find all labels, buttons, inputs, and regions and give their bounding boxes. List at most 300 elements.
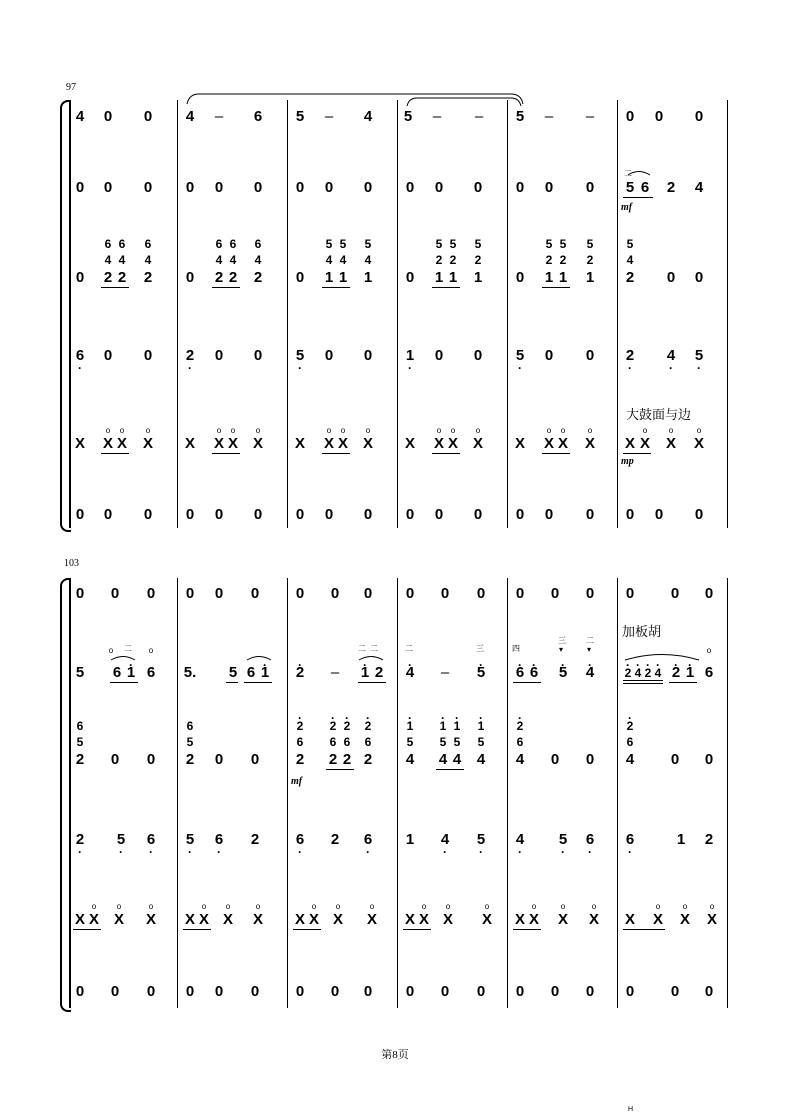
open-mark: o <box>484 902 490 911</box>
note: . 4 <box>651 665 665 681</box>
staff-row-4 <box>0 348 790 368</box>
note: 5 <box>515 108 525 125</box>
note: . 2 <box>669 665 683 681</box>
note: 0 <box>363 585 373 602</box>
x-note: X <box>337 435 348 452</box>
note: 0 <box>544 347 554 364</box>
chord-note: 4 <box>339 253 347 267</box>
note: 0 <box>214 179 224 196</box>
note: 0 <box>110 585 120 602</box>
x-note: X <box>102 435 113 452</box>
note: 1 . <box>403 348 417 364</box>
note: 4 . <box>513 832 527 848</box>
note: 0 <box>75 269 85 286</box>
open-mark: o <box>560 426 566 435</box>
x-note: X <box>74 911 85 928</box>
note: 0 <box>324 347 334 364</box>
note: 0 <box>295 585 305 602</box>
note: 0 <box>625 506 635 523</box>
underline <box>293 929 321 930</box>
note: 0 <box>214 347 224 364</box>
note: 0 <box>585 347 595 364</box>
staff-row-5 <box>0 902 790 932</box>
chord-note: 4 <box>229 253 237 267</box>
note: 0 <box>476 585 486 602</box>
annotation-drum: 大鼓面与边 <box>626 408 692 423</box>
note: 4 <box>75 108 85 125</box>
chord-note: 6 <box>343 735 351 749</box>
note: 0 <box>405 585 415 602</box>
note: . 5 <box>556 665 570 681</box>
dash: – <box>440 664 450 681</box>
chord-note: 6 <box>186 719 194 733</box>
note: 0 <box>473 347 483 364</box>
x-note: X <box>584 435 595 452</box>
underline <box>244 682 272 683</box>
open-mark: o <box>335 902 341 911</box>
note: . 1 <box>258 665 272 681</box>
open-mark: o <box>706 646 712 655</box>
chord-note: 5 <box>339 237 347 251</box>
note: 0 <box>250 983 260 1000</box>
open-mark: o <box>145 426 151 435</box>
x-note: X <box>624 911 635 928</box>
note: 0 <box>250 751 260 768</box>
note: 0 <box>440 585 450 602</box>
note: 5 . <box>183 832 197 848</box>
note: 0 <box>185 506 195 523</box>
underline <box>623 680 663 681</box>
note: 5 <box>295 108 305 125</box>
open-mark: o <box>255 426 261 435</box>
underline <box>623 929 665 930</box>
page-number: 第8页 <box>381 1049 409 1061</box>
note: . 6 <box>527 665 541 681</box>
note: 2 <box>330 831 340 848</box>
x-note: X <box>706 911 717 928</box>
note: 6 . <box>623 832 637 848</box>
note: 4 . <box>438 832 452 848</box>
note: 2 . <box>73 832 87 848</box>
underline <box>403 929 431 930</box>
barline <box>507 578 508 1008</box>
note: 4 . <box>664 348 678 364</box>
x-note: X <box>472 435 483 452</box>
x-note: X <box>142 435 153 452</box>
chord-note: 5 <box>545 237 553 251</box>
underline <box>358 682 386 683</box>
x-note: X <box>213 435 224 452</box>
note: 4 <box>452 751 462 768</box>
staff-row-4 <box>0 832 790 852</box>
open-mark: o <box>230 426 236 435</box>
note: 0 <box>515 585 525 602</box>
note: 0 <box>295 983 305 1000</box>
underline <box>110 682 138 683</box>
note: 0 <box>214 983 224 1000</box>
accent-mark: ▾ <box>559 645 564 654</box>
x-note: X <box>113 911 124 928</box>
dash: – <box>585 108 595 125</box>
chord-note: 5 <box>474 237 482 251</box>
x-note: X <box>74 435 85 452</box>
note: 0 <box>324 506 334 523</box>
note: 2 <box>214 269 224 286</box>
note: 0 <box>434 179 444 196</box>
x-note: X <box>362 435 373 452</box>
barline <box>727 578 728 1008</box>
chord-note: . 1 <box>450 718 464 734</box>
x-note: X <box>198 911 209 928</box>
open-mark: o <box>696 426 702 435</box>
chord-note: 4 <box>364 253 372 267</box>
note: 0 <box>185 983 195 1000</box>
staff-row-1 <box>0 586 790 606</box>
note: 0 <box>185 269 195 286</box>
open-mark: o <box>445 902 451 911</box>
x-note: X <box>404 435 415 452</box>
accent-mark: ▾ <box>587 645 592 654</box>
open-mark: o <box>201 902 207 911</box>
x-note: X <box>481 911 492 928</box>
note: 0 <box>694 269 704 286</box>
bowing-mark: 三 <box>558 636 566 645</box>
note: 0 <box>143 506 153 523</box>
dynamic-mark: mp <box>621 456 634 467</box>
note: 1 <box>338 269 348 286</box>
note: 0 <box>295 506 305 523</box>
x-note: X <box>543 435 554 452</box>
open-mark: o <box>436 426 442 435</box>
note: 0 <box>295 179 305 196</box>
note: 5 . <box>114 832 128 848</box>
bowing-mark: 二 <box>124 644 132 653</box>
note: 0 <box>476 983 486 1000</box>
x-note: X <box>88 911 99 928</box>
barline <box>177 578 178 1008</box>
chord-note: 4 <box>215 253 223 267</box>
chord-note: 2 <box>449 253 457 267</box>
note: 2 <box>342 751 352 768</box>
note: 0 <box>253 347 263 364</box>
note: 2 <box>666 179 676 196</box>
chord-note: . 2 <box>340 718 354 734</box>
note: 6 <box>146 664 156 681</box>
chord-note: 6 <box>104 237 112 251</box>
x-note: X <box>145 911 156 928</box>
open-mark: o <box>591 902 597 911</box>
x-note: X <box>447 435 458 452</box>
open-mark: o <box>421 902 427 911</box>
note: 1 <box>473 269 483 286</box>
note: 2 <box>253 269 263 286</box>
note: 5 <box>75 664 85 681</box>
dash: – <box>544 108 554 125</box>
note: 6 . <box>583 832 597 848</box>
note: 0 <box>405 269 415 286</box>
note: 4 <box>476 751 486 768</box>
x-note: X <box>557 911 568 928</box>
note: 5. <box>183 664 197 681</box>
note: 0 <box>625 585 635 602</box>
note: 6 . <box>212 832 226 848</box>
phrase-slur <box>405 96 523 108</box>
x-note: X <box>323 435 334 452</box>
note: 4 <box>625 751 635 768</box>
note: 4 <box>363 108 373 125</box>
open-mark: o <box>216 426 222 435</box>
note: 0 <box>103 506 113 523</box>
open-mark: o <box>709 902 715 911</box>
note: 6 <box>704 664 714 681</box>
chord-note: 5 <box>439 735 447 749</box>
staff-row-5 <box>0 408 790 467</box>
open-mark: o <box>119 426 125 435</box>
underline <box>436 769 464 770</box>
note: 0 <box>214 585 224 602</box>
note: 0 <box>143 179 153 196</box>
chord-note: 2 <box>559 253 567 267</box>
barline <box>397 578 398 1008</box>
x-note: X <box>528 911 539 928</box>
bowing-mark: 二 <box>405 644 413 653</box>
note: 0 <box>103 347 113 364</box>
note: 1 <box>585 269 595 286</box>
underline <box>542 453 570 454</box>
note: 0 <box>670 585 680 602</box>
note: 0 <box>103 179 113 196</box>
chord-note: 5 <box>477 735 485 749</box>
open-mark: o <box>326 426 332 435</box>
note: . 4 <box>631 665 645 681</box>
note: 0 <box>103 108 113 125</box>
note: 0 <box>670 751 680 768</box>
underline <box>513 682 541 683</box>
note: 0 <box>585 983 595 1000</box>
note: 0 <box>550 751 560 768</box>
note: 5 . <box>556 832 570 848</box>
note: 0 <box>405 983 415 1000</box>
staff-row-3 <box>0 237 790 290</box>
barline <box>287 578 288 1008</box>
note: 0 <box>585 585 595 602</box>
open-mark: o <box>531 902 537 911</box>
note: 2 <box>374 664 384 681</box>
note: 0 <box>694 506 704 523</box>
chord-note: 6 <box>626 735 634 749</box>
chord-note: . 1 <box>436 718 450 734</box>
chord-note: 6 <box>364 735 372 749</box>
note: . 6 <box>513 665 527 681</box>
underline <box>542 287 570 288</box>
underline <box>432 287 460 288</box>
note: 0 <box>75 179 85 196</box>
note: 0 <box>440 983 450 1000</box>
note: 2 <box>704 831 714 848</box>
x-note: X <box>184 435 195 452</box>
note: 0 <box>515 179 525 196</box>
open-mark: o <box>225 902 231 911</box>
note: 6 <box>253 108 263 125</box>
open-mark: o <box>148 646 154 655</box>
chord-note: 5 <box>586 237 594 251</box>
chord-note: 6 <box>329 735 337 749</box>
note: 0 <box>704 751 714 768</box>
note: 5 <box>403 108 413 125</box>
chord-note: 5 <box>76 735 84 749</box>
open-mark: o <box>642 426 648 435</box>
note: 0 <box>405 506 415 523</box>
measure-number: 97 <box>66 82 76 93</box>
note: 0 <box>110 751 120 768</box>
bowing-mark: 四 <box>512 644 520 653</box>
note: 1 <box>405 831 415 848</box>
note: 0 <box>515 506 525 523</box>
x-note: X <box>665 435 676 452</box>
x-note: X <box>639 435 650 452</box>
note: 0 <box>363 506 373 523</box>
barline <box>617 578 618 1008</box>
note: 4 <box>438 751 448 768</box>
x-note: X <box>588 911 599 928</box>
note: 0 <box>363 179 373 196</box>
note: 5 . <box>692 348 706 364</box>
dash: – <box>432 108 442 125</box>
underline <box>212 453 240 454</box>
open-mark: o <box>668 426 674 435</box>
note: 0 <box>544 506 554 523</box>
staff-row-2 <box>0 625 790 685</box>
note: 0 <box>434 347 444 364</box>
open-mark: o <box>148 902 154 911</box>
barline <box>617 100 618 528</box>
note: 0 <box>185 585 195 602</box>
chord-note: 5 <box>449 237 457 251</box>
note: 0 <box>550 585 560 602</box>
note: 2 <box>103 269 113 286</box>
note: 6 <box>112 664 122 681</box>
note: 0 <box>110 983 120 1000</box>
chord-note: 6 <box>254 237 262 251</box>
slur <box>358 655 384 661</box>
note: 0 <box>625 983 635 1000</box>
note: . 5 <box>474 665 488 681</box>
note: 5 <box>228 664 238 681</box>
note: 2 . <box>183 348 197 364</box>
underline <box>623 197 653 198</box>
slur <box>627 170 651 176</box>
annotation-jiabanhu: 加板胡 <box>622 625 662 640</box>
note: 2 <box>250 831 260 848</box>
note: 0 <box>666 269 676 286</box>
x-note: X <box>294 435 305 452</box>
note: 0 <box>704 983 714 1000</box>
underline <box>226 682 238 683</box>
bowing-mark: 二 <box>370 644 378 653</box>
bowing-mark: 二 <box>624 169 632 178</box>
chord-note: 5 <box>186 735 194 749</box>
dynamic-mark: mf <box>291 776 303 787</box>
chord-note: 6 <box>296 735 304 749</box>
x-note: X <box>294 911 305 928</box>
underline <box>101 287 129 288</box>
chord-note: 4 <box>144 253 152 267</box>
chord-note: . 1 <box>403 718 417 734</box>
note: 0 <box>625 108 635 125</box>
chord-note: 6 <box>144 237 152 251</box>
x-note: X <box>227 435 238 452</box>
note: . 4 <box>583 665 597 681</box>
chord-note: 4 <box>626 253 634 267</box>
x-note: X <box>442 911 453 928</box>
note: 1 <box>558 269 568 286</box>
chord-note: 5 <box>435 237 443 251</box>
note: . 1 <box>358 665 372 681</box>
note: 1 <box>448 269 458 286</box>
note: 6 . <box>361 832 375 848</box>
note: 1 <box>324 269 334 286</box>
open-mark: o <box>91 902 97 911</box>
note: 0 <box>544 179 554 196</box>
underline <box>513 929 541 930</box>
x-note: X <box>514 435 525 452</box>
x-note: X <box>308 911 319 928</box>
staff-row-6 <box>0 984 790 1004</box>
chord-note: . 1 <box>474 718 488 734</box>
barline <box>397 100 398 528</box>
note: 0 <box>515 983 525 1000</box>
barline <box>727 100 728 528</box>
note: 6 . <box>144 832 158 848</box>
chord-note: 2 <box>586 253 594 267</box>
open-mark: o <box>105 426 111 435</box>
note: 4 <box>515 751 525 768</box>
dash: – <box>474 108 484 125</box>
slur <box>246 655 272 661</box>
dash: – <box>324 108 334 125</box>
note: 0 <box>405 179 415 196</box>
x-note: X <box>116 435 127 452</box>
underline <box>322 453 350 454</box>
note: 2 <box>328 751 338 768</box>
x-note: X <box>418 911 429 928</box>
note: 2 <box>363 751 373 768</box>
note: 4 <box>185 108 195 125</box>
x-note: X <box>679 911 690 928</box>
note: 0 <box>694 108 704 125</box>
underline <box>326 769 354 770</box>
chord-note: 6 <box>76 719 84 733</box>
x-note: X <box>693 435 704 452</box>
chord-note: . 2 <box>293 718 307 734</box>
note: . 2 <box>293 665 307 681</box>
x-note: X <box>252 911 263 928</box>
note: 2 <box>143 269 153 286</box>
note: 2 . <box>623 348 637 364</box>
underline <box>183 929 211 930</box>
note: 6 . <box>293 832 307 848</box>
open-mark: o <box>116 902 122 911</box>
note: 0 <box>585 179 595 196</box>
underline <box>212 287 240 288</box>
chord-note: 6 <box>516 735 524 749</box>
barline <box>69 578 71 1008</box>
barline <box>507 100 508 528</box>
open-mark: o <box>369 902 375 911</box>
x-note: X <box>332 911 343 928</box>
note: 0 <box>295 269 305 286</box>
chord-note: 5 <box>325 237 333 251</box>
